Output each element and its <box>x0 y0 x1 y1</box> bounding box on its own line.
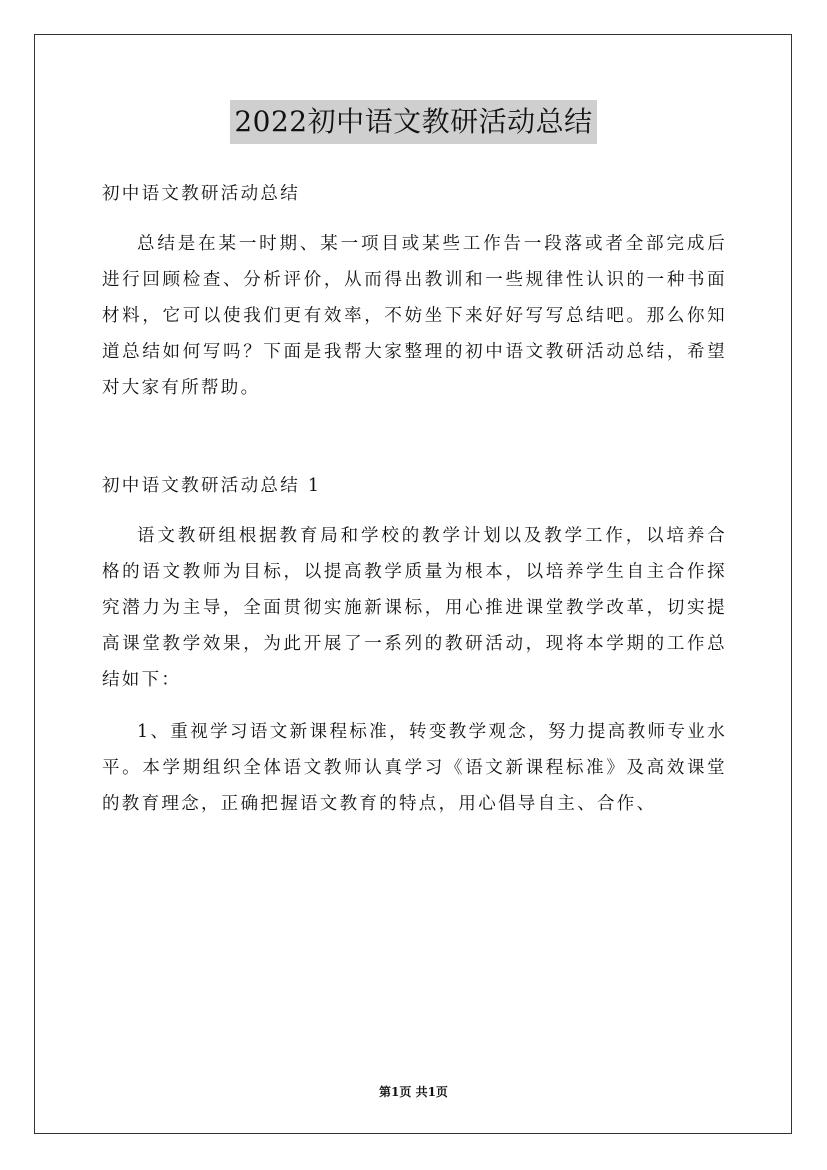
page-number: 第1页 共1页 <box>379 1085 448 1099</box>
document-body <box>102 176 727 838</box>
intro-paragraph: 总结是在某一时期、某一项目或某些工作告一段落或者全部完成后进行回顾检查、分析评价，从而得出教训和一些规律性认识的一种书面材料，它可以使我们更有效率，不妨坐下来好好写写总结吧。那么你知道总结如何写吗？下面是我帮大家整理的初中语文教研活动总结，希望对大家有所帮助。 <box>102 234 727 398</box>
section-heading: 初中语文教研活动总结 1 <box>102 476 322 496</box>
subtitle: 初中语文教研活动总结 <box>102 184 300 204</box>
body-paragraph: 语文教研组根据教育局和学校的教学计划以及教学工作，以培养合格的语文教师为目标，以提高教学质量为根本，以培养学生自主合作探究潜力为主导，全面贯彻实施新课标，用心推进课堂教学改革，切实提高课堂教学效果，为此开展了一系列的教研活动，现将本学期的工作总结如下： <box>102 526 727 690</box>
body-paragraph: 1、重视学习语文新课程标准，转变教学观念，努力提高教师专业水平。本学期组织全体语文教师认真学习《语文新课程标准》及高效课堂的教育理念，正确把握语文教育的特点，用心倡导自主、合作、 <box>102 722 727 814</box>
document-title: 2022初中语文教研活动总结 <box>230 100 596 144</box>
page-footer <box>0 1083 827 1100</box>
